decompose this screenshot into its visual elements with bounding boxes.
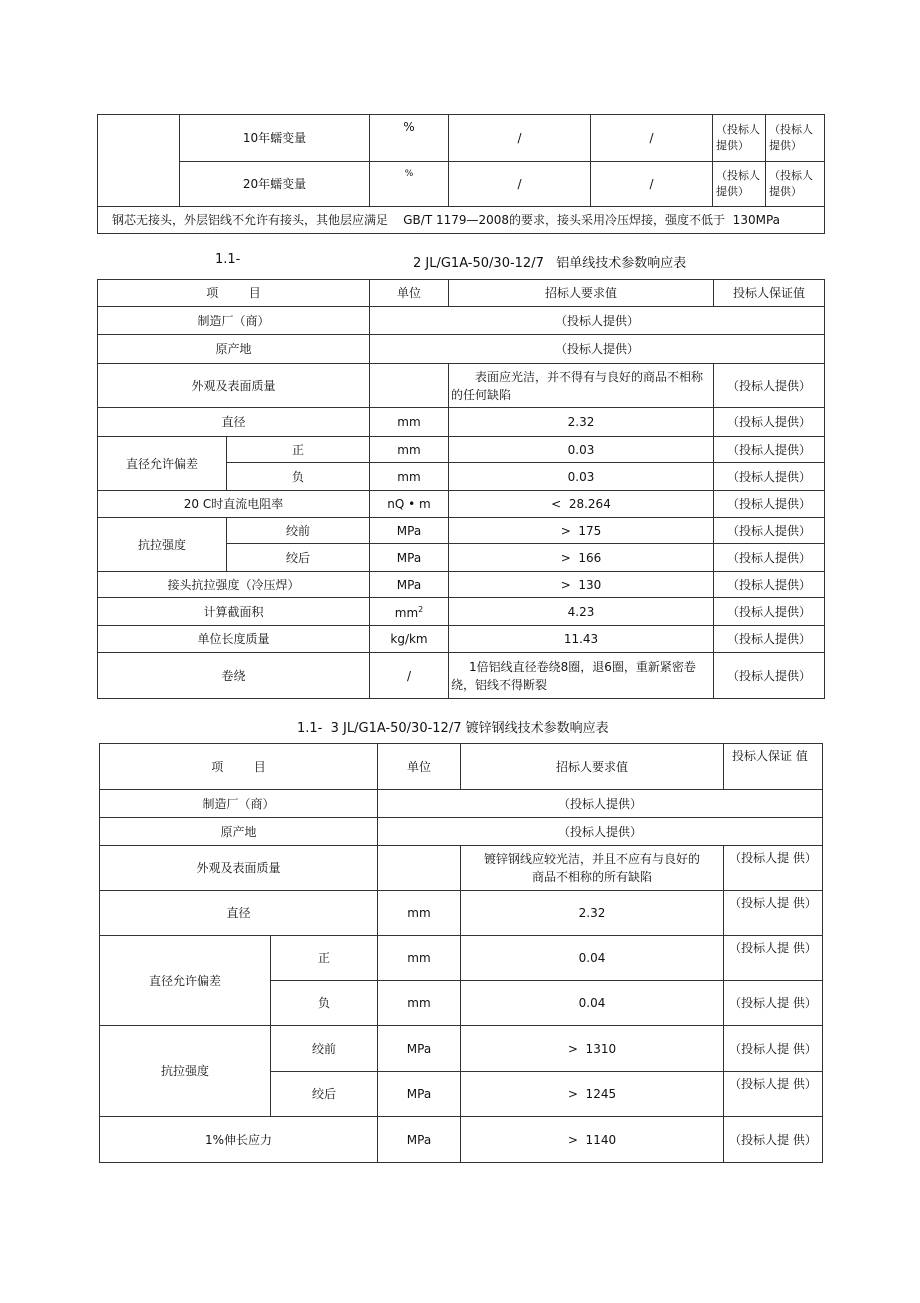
winding-req: 1倍铝线直径卷绕8圈，退6圈，重新紧密卷绕，铝线不得断裂	[449, 653, 714, 699]
blank-cell	[98, 115, 180, 207]
tensile-after-label: 绞后	[271, 1072, 378, 1117]
tensile-before-unit: MPa	[378, 1026, 461, 1072]
tolerance-pos-req: 0.03	[449, 437, 714, 463]
tolerance-pos-label: 正	[271, 936, 378, 981]
elong-unit: MPa	[378, 1117, 461, 1163]
header-item: 项 目	[100, 744, 378, 790]
elong-guar: （投标人提 供）	[724, 1117, 823, 1163]
tensile-label: 抗拉强度	[100, 1026, 271, 1117]
origin-value: （投标人提供）	[370, 335, 825, 364]
tolerance-neg-unit: mm	[370, 463, 449, 491]
diameter-req: 2.32	[461, 891, 724, 936]
creep-10y-label: 10年蠕变量	[180, 115, 370, 162]
table1-title-prefix: 1.1-	[215, 252, 241, 267]
tensile-before-guar: （投标人提 供）	[724, 1026, 823, 1072]
joint-label: 接头抗拉强度（冷压焊）	[98, 572, 370, 598]
mass-guar: （投标人提供）	[714, 626, 825, 653]
appearance-label: 外观及表面质量	[98, 364, 370, 408]
tensile-label: 抗拉强度	[98, 518, 227, 572]
diameter-guar: （投标人提 供）	[724, 891, 823, 936]
resistivity-unit: nQ • m	[370, 491, 449, 518]
winding-label: 卷绕	[98, 653, 370, 699]
manufacturer-label: 制造厂（商）	[98, 307, 370, 335]
creep-10y-v4: （投标人提供）	[766, 115, 825, 162]
tensile-before-unit: MPa	[370, 518, 449, 544]
diameter-req: 2.32	[449, 408, 714, 437]
tolerance-neg-guar: （投标人提供）	[714, 463, 825, 491]
elong-label: 1%伸长应力	[100, 1117, 378, 1163]
tolerance-neg-unit: mm	[378, 981, 461, 1026]
header-required: 招标人要求值	[449, 280, 714, 307]
tolerance-label: 直径允许偏差	[98, 437, 227, 491]
creep-20y-v2: /	[591, 162, 713, 207]
tensile-before-label: 绞前	[271, 1026, 378, 1072]
table1-title: 2 JL/G1A-50/30-12/7 铝单线技术参数响应表	[413, 256, 687, 271]
tolerance-neg-req: 0.03	[449, 463, 714, 491]
origin-label: 原产地	[100, 818, 378, 846]
mass-req: 11.43	[449, 626, 714, 653]
header-required: 招标人要求值	[461, 744, 724, 790]
winding-unit: /	[370, 653, 449, 699]
joint-req: > 130	[449, 572, 714, 598]
header-guaranteed: 投标人保证值	[714, 280, 825, 307]
diameter-label: 直径	[100, 891, 378, 936]
tensile-before-label: 绞前	[227, 518, 370, 544]
tensile-after-label: 绞后	[227, 544, 370, 572]
mass-label: 单位长度质量	[98, 626, 370, 653]
tolerance-label: 直径允许偏差	[100, 936, 271, 1026]
tensile-before-guar: （投标人提供）	[714, 518, 825, 544]
diameter-guar: （投标人提供）	[714, 408, 825, 437]
area-unit-exp: 2	[418, 605, 424, 614]
tensile-after-req: > 166	[449, 544, 714, 572]
joint-note: 钢芯无接头，外层铝线不允许有接头，其他层应满足 GB/T 1179—2008的要求，接头采用冷压焊接，强度不低于 130MPa	[98, 207, 825, 234]
diameter-unit: mm	[378, 891, 461, 936]
tolerance-neg-label: 负	[271, 981, 378, 1026]
header-unit: 单位	[378, 744, 461, 790]
mass-unit: kg/km	[370, 626, 449, 653]
tensile-after-guar: （投标人提供）	[714, 544, 825, 572]
header-unit: 单位	[370, 280, 449, 307]
creep-20y-label: 20年蠕变量	[180, 162, 370, 207]
manufacturer-label: 制造厂（商）	[100, 790, 378, 818]
resistivity-label: 20 C时直流电阻率	[98, 491, 370, 518]
tolerance-pos-label: 正	[227, 437, 370, 463]
creep-20y-v1: /	[449, 162, 591, 207]
creep-20y-v3: （投标人提供）	[713, 162, 766, 207]
appearance-req: 表面应光洁，并不得有与良好的商品不相称的任何缺陷	[449, 364, 714, 408]
appearance-label: 外观及表面质量	[100, 846, 378, 891]
area-guar: （投标人提供）	[714, 598, 825, 626]
manufacturer-value: （投标人提供）	[378, 790, 823, 818]
aluminum-wire-table	[97, 279, 825, 699]
steel-wire-table	[99, 743, 823, 1163]
resistivity-req: < 28.264	[449, 491, 714, 518]
appearance-req: 镀锌钢线应较光洁，并且不应有与良好的商品不相称的所有缺陷	[461, 846, 724, 891]
origin-label: 原产地	[98, 335, 370, 364]
elong-req: > 1140	[461, 1117, 724, 1163]
joint-unit: MPa	[370, 572, 449, 598]
tolerance-neg-guar: （投标人提 供）	[724, 981, 823, 1026]
winding-guar: （投标人提供）	[714, 653, 825, 699]
creep-10y-v3: （投标人提供）	[713, 115, 766, 162]
diameter-label: 直径	[98, 408, 370, 437]
tensile-after-req: > 1245	[461, 1072, 724, 1117]
creep-10y-v1: /	[449, 115, 591, 162]
header-guaranteed: 投标人保证 值	[724, 744, 823, 790]
diameter-unit: mm	[370, 408, 449, 437]
tensile-after-unit: MPa	[378, 1072, 461, 1117]
resistivity-guar: （投标人提供）	[714, 491, 825, 518]
appearance-unit	[378, 846, 461, 891]
tolerance-pos-guar: （投标人提 供）	[724, 936, 823, 981]
creep-10y-unit: %	[370, 115, 449, 162]
creep-20y-v4: （投标人提供）	[766, 162, 825, 207]
appearance-unit	[370, 364, 449, 408]
tolerance-pos-req: 0.04	[461, 936, 724, 981]
creep-20y-unit: %	[370, 162, 449, 207]
tensile-before-req: > 1310	[461, 1026, 724, 1072]
area-unit	[370, 598, 449, 626]
area-label: 计算截面积	[98, 598, 370, 626]
tensile-after-unit: MPa	[370, 544, 449, 572]
tolerance-neg-req: 0.04	[461, 981, 724, 1026]
appearance-guar: （投标人提供）	[714, 364, 825, 408]
tolerance-neg-label: 负	[227, 463, 370, 491]
tolerance-pos-unit: mm	[378, 936, 461, 981]
joint-guar: （投标人提供）	[714, 572, 825, 598]
header-item: 项 目	[98, 280, 370, 307]
creep-10y-v2: /	[591, 115, 713, 162]
tolerance-pos-unit: mm	[370, 437, 449, 463]
appearance-guar: （投标人提 供）	[724, 846, 823, 891]
origin-value: （投标人提供）	[378, 818, 823, 846]
tolerance-pos-guar: （投标人提供）	[714, 437, 825, 463]
area-unit-base: mm	[394, 606, 419, 620]
tensile-after-guar: （投标人提 供）	[724, 1072, 823, 1117]
area-req: 4.23	[449, 598, 714, 626]
tensile-before-req: > 175	[449, 518, 714, 544]
creep-table	[97, 114, 825, 234]
manufacturer-value: （投标人提供）	[370, 307, 825, 335]
table2-title: 1.1- 3 JL/G1A-50/30-12/7 镀锌钢线技术参数响应表	[297, 721, 609, 736]
